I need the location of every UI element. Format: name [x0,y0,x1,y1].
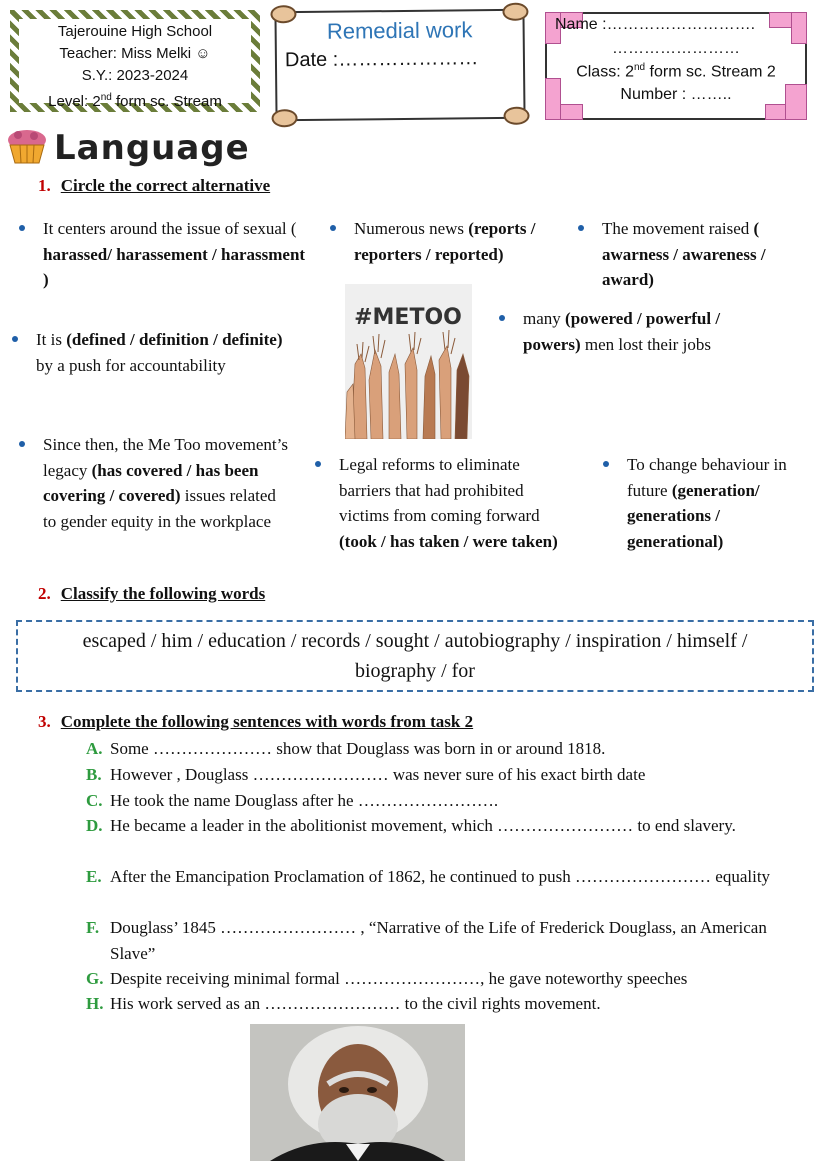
level-sup: nd [100,92,112,103]
sentence-item [86,736,810,762]
name-dots: …………………… [612,40,740,57]
school-name: Tajerouine High School [57,23,213,40]
item-text: The movement raised [602,219,750,238]
word-bank-line: escaped / him / education / records / sought / autobiography / inspiration / himself / [82,630,748,652]
teacher-name: Teacher: Miss Melki ☺ [59,45,211,62]
sentence-item [86,966,810,992]
bullet-icon [578,225,584,231]
section-title: Language [54,128,250,168]
class-suffix: form sc. Stream 2 [645,63,776,81]
level-prefix: Level: 2 [48,93,101,110]
sentence-text[interactable]: However , Douglass …………………… was never sure of his exact birth date [110,765,646,784]
task1-number: 1. [38,176,51,195]
bullet-icon [12,336,18,342]
sentence-text[interactable]: Some ………………… show that Douglass was born in or around 1818. [110,739,606,758]
task3-number: 3. [38,712,51,731]
item-text: It is [36,330,62,349]
sentence-text[interactable]: He became a leader in the abolitionist movement, which …………………… to end slavery. [110,816,736,835]
task3-heading [38,712,473,732]
sentence-letter: D. [86,816,103,835]
task1-heading [38,176,270,196]
sentence-text[interactable]: After the Emancipation Proclamation of 1862, he continued to push …………………… equality [110,867,771,886]
sentence-letter: H. [86,994,104,1013]
task1-title: Circle the correct alternative [60,176,271,195]
item-text: Legal reforms to eliminate barriers that had prohibited victims from coming forward [339,455,540,525]
sentence-text[interactable]: Douglass’ 1845 …………………… , “Narrative of the Life of Frederick Douglass, an American Slave” [110,918,767,963]
sentence-item [86,991,810,1017]
item-text: by a push for accountability [36,355,226,375]
task1-item [523,306,763,357]
task1-item [36,327,286,378]
level [19,87,251,113]
task2-title: Classify the following words [60,584,266,603]
word-bank [16,620,814,692]
item-options[interactable]: harassed/ harassement / harassment [43,244,306,264]
item-options[interactable]: (took / has taken / were taken) [339,531,558,551]
item-options[interactable]: (powered / powerful / powers) [523,309,721,354]
bullet-icon [330,225,336,231]
level-suffix: form sc. Stream [111,93,222,110]
item-text: men lost their jobs [584,334,711,354]
item-text: It centers around the issue of sexual ( [43,219,297,238]
sentence-letter: G. [86,969,104,988]
item-options[interactable]: (defined / definition / definite) [66,330,283,349]
scroll-icon [503,107,529,125]
task1-item [627,452,812,554]
school-info-box [10,10,260,112]
sentence-item [86,864,810,890]
sentence-text[interactable]: Despite receiving minimal formal ……………………, he gave noteworthy speeches [110,969,688,988]
item-text: Numerous news [354,219,465,238]
item-options[interactable]: (reports / reporters / reported) [354,219,536,264]
sentence-letter: F. [86,918,100,937]
item-options[interactable]: ( awarness / awareness / award) [602,219,766,289]
sentence-letter: E. [86,867,102,886]
item-text: issues related to gender equity in the workplace [43,486,276,531]
sentence-text[interactable]: He took the name Douglass after he ……………………. [110,791,499,810]
item-options[interactable]: (generation/ generations / generational) [627,480,760,551]
item-text: ) [43,270,49,289]
remedial-box [274,9,525,122]
sentence-item [86,762,810,788]
metoo-label: #METOO [354,305,462,330]
number-field[interactable]: Number : …….. [620,86,732,103]
cupcake-icon [4,128,50,164]
bullet-icon [19,441,25,447]
task3-title: Complete the following sentences with words from task 2 [60,712,474,731]
item-options[interactable]: (has covered / has been covering / covered) [43,460,259,505]
portrait-image [250,1024,465,1161]
metoo-image [345,284,472,439]
bullet-icon [19,225,25,231]
task1-item [602,216,814,293]
task1-item [354,216,564,267]
school-year: S.Y.: 2023-2024 [81,67,189,84]
item-text: To change behaviour in future [627,455,787,500]
bullet-icon [499,315,505,321]
scroll-icon [271,109,297,127]
sentence-item [86,813,800,839]
sentence-letter: A. [86,739,103,758]
item-text: many [523,309,561,328]
remedial-title: Remedial work [326,17,473,44]
task1-item [339,452,575,554]
name-field[interactable]: Name :………………………. [555,16,756,33]
class-prefix: Class: 2 [576,63,634,81]
word-bank-line: biography / for [355,660,475,682]
date-field[interactable]: Date :………………… [284,47,479,72]
bullet-icon [603,461,609,467]
item-text: Since then, the Me Too movement’s legacy [43,435,288,480]
sentence-letter: B. [86,765,102,784]
task1-item [43,432,293,534]
task2-number: 2. [38,584,51,603]
class-sup: nd [633,62,646,73]
sentence-item [86,915,800,966]
student-info-box [545,12,807,120]
task2-heading [38,584,265,604]
class-label [547,62,805,81]
task1-item [43,216,313,293]
sentence-item [86,788,810,814]
sentence-letter: C. [86,791,103,810]
sentence-text[interactable]: His work served as an …………………… to the civil rights movement. [110,994,601,1013]
bullet-icon [315,461,321,467]
